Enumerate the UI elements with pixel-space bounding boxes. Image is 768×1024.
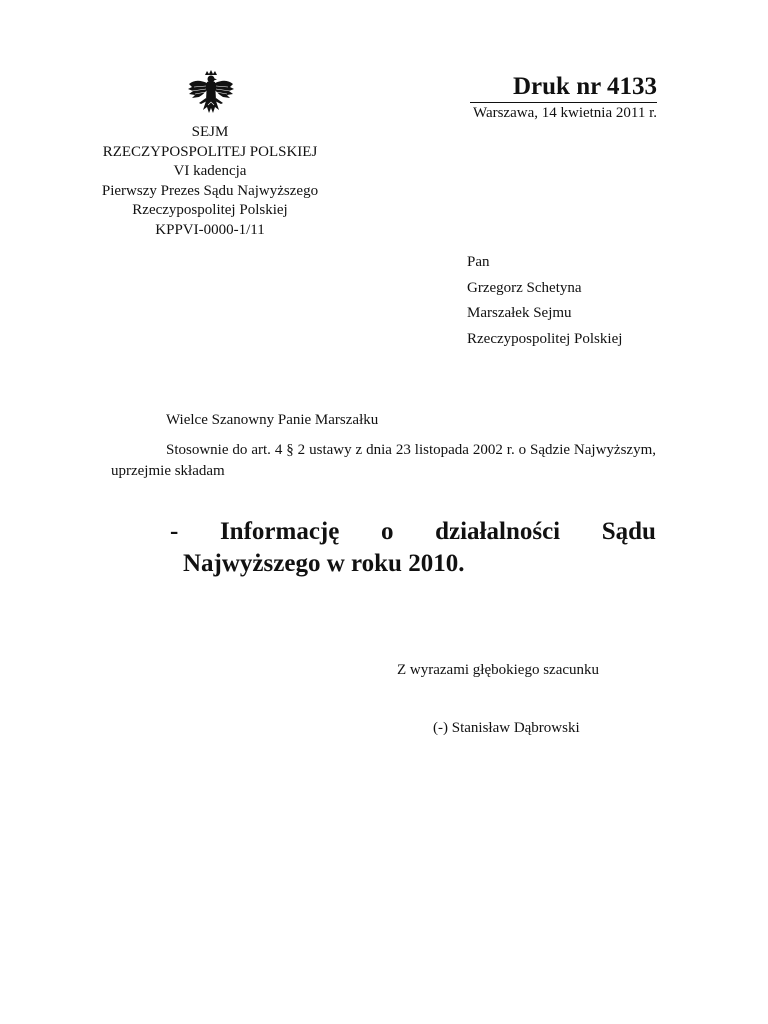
header-line-sejm: SEJM [191, 124, 229, 140]
subject-word: Informację [219, 518, 340, 545]
subject-dash: - [170, 518, 179, 545]
document-date: Warszawa, 14 kwietnia 2011 r. [472, 105, 657, 121]
document-subject [170, 516, 656, 580]
sender-header [60, 123, 360, 240]
header-line-sender-title: Pierwszy Prezes Sądu Najwyższego [101, 182, 319, 199]
recipient-line: Pan [467, 254, 490, 270]
subject-word: działalności [435, 518, 561, 545]
subject-word: Sądu [601, 518, 656, 545]
recipient-line: Marszałek Sejmu [467, 305, 572, 322]
print-number: Druk nr 4133 [470, 72, 657, 103]
body-paragraph: Stosownie do art. 4 § 2 ustawy z dnia 23 listopada 2002 r. o Sądzie Najwyższym, uprzejmie składam [111, 442, 656, 479]
recipient-address [467, 250, 622, 353]
header-line-republic: RZECZYPOSPOLITEJ POLSKIEJ [102, 143, 318, 160]
closing-phrase: Z wyrazami głębokiego szacunku [397, 662, 600, 678]
header-line-term: VI kadencja [173, 163, 247, 179]
signature: (-) Stanisław Dąbrowski [433, 720, 580, 736]
header-line-reference: KPPVI-0000-1/11 [155, 221, 265, 238]
header-line-sender-country: Rzeczypospolitej Polskiej [132, 202, 288, 218]
recipient-line: Grzegorz Schetyna [467, 279, 582, 296]
recipient-line: Rzeczypospolitej Polskiej [467, 331, 623, 348]
salutation: Wielce Szanowny Panie Marszałku [166, 412, 379, 428]
subject-word: o [380, 518, 394, 545]
eagle-emblem-icon [186, 70, 236, 120]
subject-line-2: Najwyższego w roku 2010. [183, 550, 465, 577]
